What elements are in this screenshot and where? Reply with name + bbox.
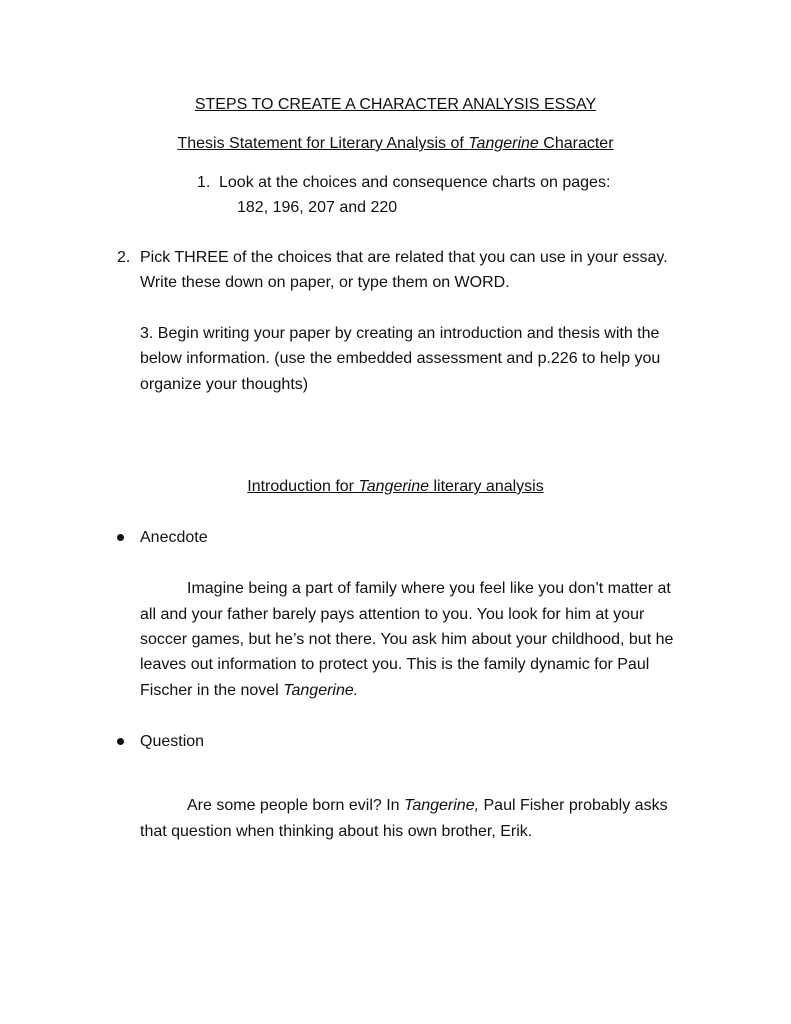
anecdote-line3: soccer games, but he’s not there. You ask him about your childhood, but he — [140, 631, 674, 648]
question-bullet-icon — [117, 738, 124, 745]
step3-line2: below information. (use the embedded assessment and p.226 to help you — [140, 350, 661, 367]
anecdote-bullet-icon — [117, 534, 124, 541]
question-line2: that question when thinking about his own brother, Erik. — [140, 823, 533, 840]
step1-line2: 182, 196, 207 and 220 — [237, 199, 398, 216]
thesis-heading-before: Thesis Statement for Literary Analysis of — [177, 135, 469, 152]
step3-line3: organize your thoughts) — [140, 376, 309, 393]
question-label: Question — [140, 733, 205, 750]
anecdote-label: Anecdote — [140, 529, 208, 546]
step2-line2: Write these down on paper, or type them on WORD. — [140, 274, 510, 291]
step1-line1: Look at the choices and consequence charts on pages: — [219, 174, 611, 191]
document-title — [0, 95, 791, 115]
anecdote-line2: all and your father barely pays attention to you. You look for him at your — [140, 606, 645, 623]
step3-line1: 3. Begin writing your paper by creating an introduction and thesis with the — [140, 325, 660, 342]
intro-heading-italic: Tangerine — [358, 478, 430, 495]
step2-line1: Pick THREE of the choices that are related that you can use in your essay. — [140, 249, 668, 266]
thesis-heading-after: Character — [538, 135, 614, 152]
question-line1-italic: Tangerine, — [404, 797, 480, 814]
anecdote-line1: Imagine being a part of family where you feel like you don’t matter at — [187, 580, 671, 597]
intro-heading-after: literary analysis — [429, 478, 544, 495]
title-text: STEPS TO CREATE A CHARACTER ANALYSIS ESSAY — [194, 96, 597, 113]
step1-number: 1. — [197, 174, 211, 191]
anecdote-line5-before: Fischer in the novel — [140, 682, 284, 699]
question-line1-after: Paul Fisher probably asks — [479, 797, 668, 814]
intro-heading-before: Introduction for — [247, 478, 359, 495]
question-line1-before: Are some people born evil? In — [187, 797, 405, 814]
question-line1 — [187, 796, 668, 816]
anecdote-line5-italic: Tangerine. — [283, 682, 359, 699]
anecdote-line5 — [140, 681, 358, 701]
anecdote-line4: leaves out information to protect you. This is the family dynamic for Paul — [140, 656, 650, 673]
intro-heading — [0, 477, 791, 497]
thesis-heading — [0, 134, 791, 154]
step2-number: 2. — [117, 249, 131, 266]
thesis-heading-italic: Tangerine — [468, 135, 539, 152]
